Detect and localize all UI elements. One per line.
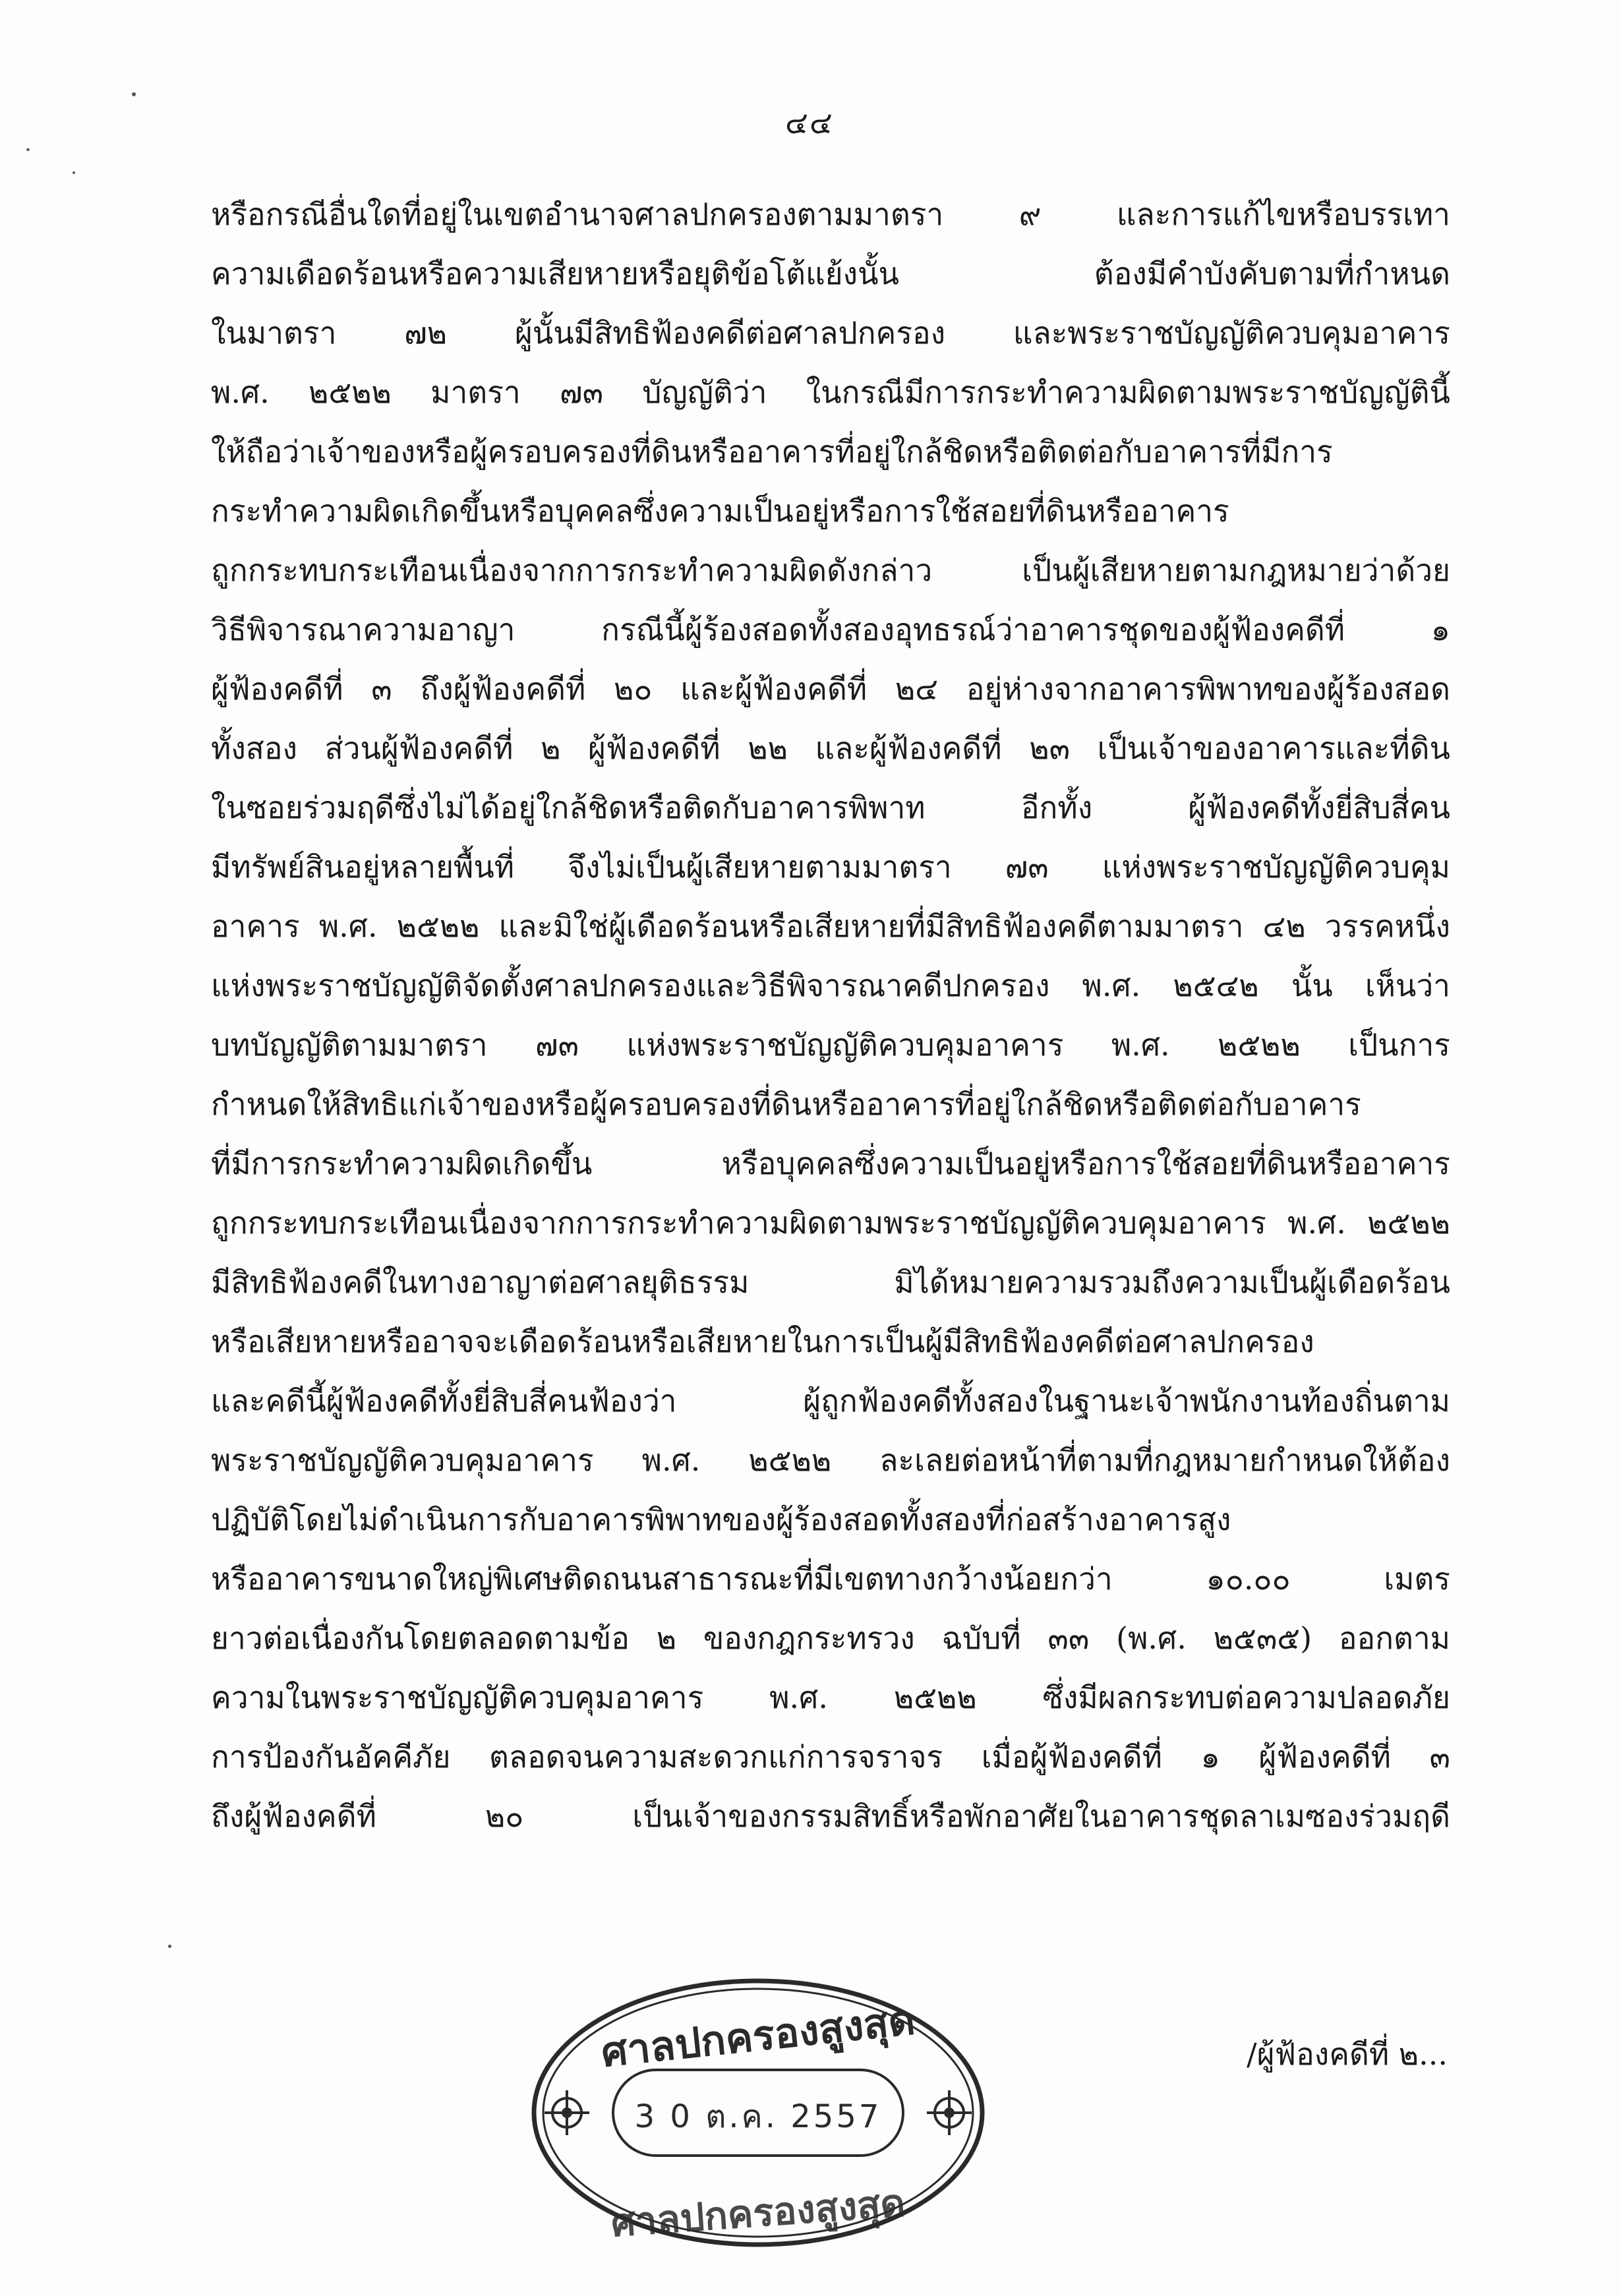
text-line: มีทรัพย์สินอยู่หลายพื้นที่ จึงไม่เป็นผู้เสียหายตามมาตรา ๗๓ แห่งพระราชบัญญัติควบคุม [211, 849, 1450, 885]
text-line: วิธีพิจารณาความอาญา กรณีนี้ผู้ร้องสอดทั้งสองอุทธรณ์ว่าอาคารชุดของผู้ฟ้องคดีที่ ๑ [211, 612, 1450, 647]
text-line: บทบัญญัติตามมาตรา ๗๓ แห่งพระราชบัญญัติควบคุมอาคาร พ.ศ. ๒๕๒๒ เป็นการ [211, 1027, 1450, 1063]
text-line: มีสิทธิฟ้องคดีในทางอาญาต่อศาลยุติธรรม มิได้หมายความรวมถึงความเป็นผู้เดือดร้อน [211, 1264, 1450, 1300]
text-line: และคดีนี้ผู้ฟ้องคดีทั้งยี่สิบสี่คนฟ้องว่า ผู้ถูกฟ้องคดีทั้งสองในฐานะเจ้าพนักงานท้องถิ่นตาม [211, 1383, 1450, 1419]
text-line: พ.ศ. ๒๕๒๒ มาตรา ๗๓ บัญญัติว่า ในกรณีมีการกระทำความผิดตามพระราชบัญญัตินี้ [211, 374, 1450, 410]
text-line: ที่มีการกระทำความผิดเกิดขึ้น หรือบุคคลซึ่งความเป็นอยู่หรือการใช้สอยที่ดินหรืออาคาร [211, 1146, 1450, 1181]
stamp-top-text: ศาลปกครองสูงสุด [599, 1995, 918, 2076]
text-line: ถึงผู้ฟ้องคดีที่ ๒๐ เป็นเจ้าของกรรมสิทธิ์หรือพักอาศัยในอาคารชุดลาเมซองร่วมฤดี [211, 1798, 1450, 1834]
stamp-bottom-text: ศาลปกครองสูงสุด [609, 2180, 907, 2246]
text-line: ยาวต่อเนื่องกันโดยตลอดตามข้อ ๒ ของกฎกระทรวง ฉบับที่ ๓๓ (พ.ศ. ๒๕๓๕) ออกตาม [211, 1620, 1450, 1656]
scan-speck [26, 148, 30, 151]
text-line: แห่งพระราชบัญญัติจัดตั้งศาลปกครองและวิธีพิจารณาคดีปกครอง พ.ศ. ๒๕๔๒ นั้น เห็นว่า [211, 968, 1450, 1003]
text-line: ความในพระราชบัญญัติควบคุมอาคาร พ.ศ. ๒๕๒๒ ซึ่งมีผลกระทบต่อความปลอดภัย [211, 1680, 1450, 1715]
scan-speck [132, 92, 136, 96]
scan-speck [73, 171, 75, 174]
text-line: การป้องกันอัคคีภัย ตลอดจนความสะดวกแก่การจราจร เมื่อผู้ฟ้องคดีที่ ๑ ผู้ฟ้องคดีที่ ๓ [211, 1739, 1450, 1775]
text-line: ความเดือดร้อนหรือความเสียหายหรือยุติข้อโต้แย้งนั้น ต้องมีคำบังคับตามที่กำหนด [211, 256, 1450, 291]
text-line: หรือกรณีอื่นใดที่อยู่ในเขตอำนาจศาลปกครองตามมาตรา ๙ และการแก้ไขหรือบรรเทา [211, 196, 1450, 232]
text-line: กระทำความผิดเกิดขึ้นหรือบุคคลซึ่งความเป็นอยู่หรือการใช้สอยที่ดินหรืออาคาร [211, 493, 1229, 529]
text-line: ในมาตรา ๗๒ ผู้นั้นมีสิทธิฟ้องคดีต่อศาลปกครอง และพระราชบัญญัติควบคุมอาคาร [211, 315, 1450, 351]
page-number: ๔๔ [785, 105, 834, 140]
body-text [211, 185, 1450, 1846]
text-line: ผู้ฟ้องคดีที่ ๓ ถึงผู้ฟ้องคดีที่ ๒๐ และผู้ฟ้องคดีที่ ๒๔ อยู่ห่างจากอาคารพิพาทของผู้ร้องสอด [211, 671, 1450, 707]
text-line: ปฏิบัติโดยไม่ดำเนินการกับอาคารพิพาทของผู้ร้องสอดทั้งสองที่ก่อสร้างอาคารสูง [211, 1502, 1231, 1537]
text-line: ถูกกระทบกระเทือนเนื่องจากการกระทำความผิดตามพระราชบัญญัติควบคุมอาคาร พ.ศ. ๒๕๒๒ [211, 1205, 1450, 1241]
court-stamp [521, 1971, 995, 2254]
text-line: อาคาร พ.ศ. ๒๕๒๒ และมิใช่ผู้เดือดร้อนหรือเสียหายที่มีสิทธิฟ้องคดีตามมาตรา ๔๒ วรรคหนึ่ง [211, 908, 1450, 944]
stamp-date: 3 0 ต.ค. 2557 [634, 2098, 882, 2135]
text-line: กำหนดให้สิทธิแก่เจ้าของหรือผู้ครอบครองที่ดินหรืออาคารที่อยู่ใกล้ชิดหรือติดต่อกับอาคาร [211, 1086, 1361, 1122]
text-line: พระราชบัญญัติควบคุมอาคาร พ.ศ. ๒๕๒๒ ละเลยต่อหน้าที่ตามที่กฎหมายกำหนดให้ต้อง [211, 1442, 1450, 1478]
text-line: ถูกกระทบกระเทือนเนื่องจากการกระทำความผิดดังกล่าว เป็นผู้เสียหายตามกฎหมายว่าด้วย [211, 552, 1450, 588]
continuation-marker: /ผู้ฟ้องคดีที่ ๒... [1247, 2036, 1448, 2072]
text-line: หรือเสียหายหรืออาจจะเดือดร้อนหรือเสียหายในการเป็นผู้มีสิทธิฟ้องคดีต่อศาลปกครอง [211, 1324, 1314, 1359]
text-line: ทั้งสอง ส่วนผู้ฟ้องคดีที่ ๒ ผู้ฟ้องคดีที่ ๒๒ และผู้ฟ้องคดีที่ ๒๓ เป็นเจ้าของอาคารและที่ดิน [211, 730, 1450, 766]
text-line: ให้ถือว่าเจ้าของหรือผู้ครอบครองที่ดินหรืออาคารที่อยู่ใกล้ชิดหรือติดต่อกับอาคารที่มีการ [211, 434, 1333, 469]
text-line: ในซอยร่วมฤดีซึ่งไม่ได้อยู่ใกล้ชิดหรือติดกับอาคารพิพาท อีกทั้ง ผู้ฟ้องคดีทั้งยี่สิบสี่คน [211, 790, 1450, 825]
text-line: หรืออาคารขนาดใหญ่พิเศษติดถนนสาธารณะที่มีเขตทางกว้างน้อยกว่า ๑๐.๐๐ เมตร [211, 1561, 1450, 1597]
scan-speck [168, 1945, 171, 1948]
